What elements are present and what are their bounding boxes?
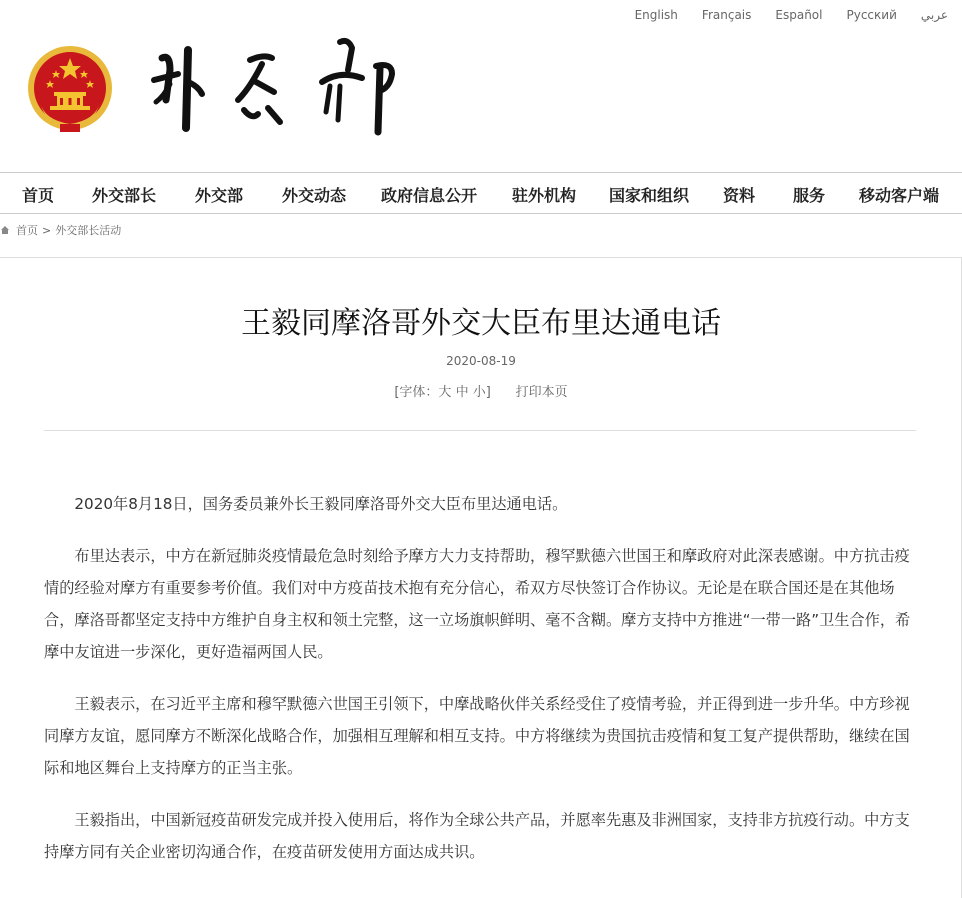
lang-french[interactable]: Français [701,8,752,22]
lang-russian[interactable]: Русский [846,8,897,22]
nav-services[interactable]: 服务 [793,186,826,205]
home-icon [0,225,10,235]
font-size-label: [字体： [394,385,439,400]
font-large-button[interactable]: 大 [438,385,452,400]
lang-english[interactable]: English [634,8,678,22]
breadcrumb-current[interactable]: 外交部长活动 [55,224,122,237]
language-bar [635,8,948,22]
breadcrumb [0,222,121,238]
ministry-calligraphy-logo[interactable] [140,30,410,140]
nav-mobile-client[interactable]: 移动客户端 [859,186,940,205]
article-divider [44,430,916,431]
nav-countries-orgs[interactable]: 国家和组织 [609,186,690,205]
font-medium-button[interactable]: 中 [455,385,469,400]
print-page-button[interactable]: 打印本页 [515,385,568,400]
article-date: 2020-08-19 [446,354,516,368]
nav-ministry[interactable]: 外交部 [195,186,244,205]
font-size-close: ] [485,385,491,400]
breadcrumb-home[interactable]: 首页 [16,224,38,237]
breadcrumb-separator: > [42,223,52,237]
nav-home[interactable]: 首页 [22,186,55,205]
lang-arabic[interactable]: عربي [920,8,948,22]
nav-gov-info[interactable]: 政府信息公开 [381,186,478,205]
nav-missions-abroad[interactable]: 驻外机构 [512,186,577,205]
nav-materials[interactable]: 资料 [723,186,756,205]
article-tools [0,381,962,400]
font-small-button[interactable]: 小 [472,385,486,400]
article-paragraph: 王毅表示，在习近平主席和穆罕默德六世国王引领下，中摩战略伙伴关系经受住了疫情考验，并正得到进一步升华。中方珍视同摩方友谊，愿同摩方不断深化战略合作，加强相互理解和相互支持。中方将继续为贵国抗击疫情和复工复产提供帮助，继续在国际和地区舞台上支持摩方的正当主张。 [44,695,910,777]
nav-diplomatic-news[interactable]: 外交动态 [282,186,347,205]
site-header [0,0,962,172]
nav-foreign-minister[interactable]: 外交部长 [92,186,157,205]
article-paragraph: 布里达表示，中方在新冠肺炎疫情最危急时刻给予摩方大力支持帮助，穆罕默德六世国王和摩政府对此深表感谢。中方抗击疫情的经验对摩方有重要参考价值。我们对中方疫苗技术抱有充分信心，希双方尽快签订合作协议。无论是在联合国还是在其他场合，摩洛哥都坚定支持中方维护自身主权和领土完整，这一立场旗帜鲜明、毫不含糊。摩方支持中方推进“一带一路”卫生合作，希摩中友谊进一步深化，更好造福两国人民。 [44,547,911,661]
article-paragraph: 2020年8月18日，国务委员兼外长王毅同摩洛哥外交大臣布里达通电话。 [74,495,568,513]
article-paragraph: 王毅指出，中国新冠疫苗研发完成并投入使用后，将作为全球公共产品，并愿率先惠及非洲国家，支持非方抗疫行动。中方支持摩方同有关企业密切沟通合作，在疫苗研发使用方面达成共识。 [44,811,910,861]
article-title: 王毅同摩洛哥外交大臣布里达通电话 [241,306,721,341]
national-emblem-logo[interactable] [26,44,114,136]
lang-spanish[interactable]: Español [775,8,823,22]
main-nav [0,172,962,214]
